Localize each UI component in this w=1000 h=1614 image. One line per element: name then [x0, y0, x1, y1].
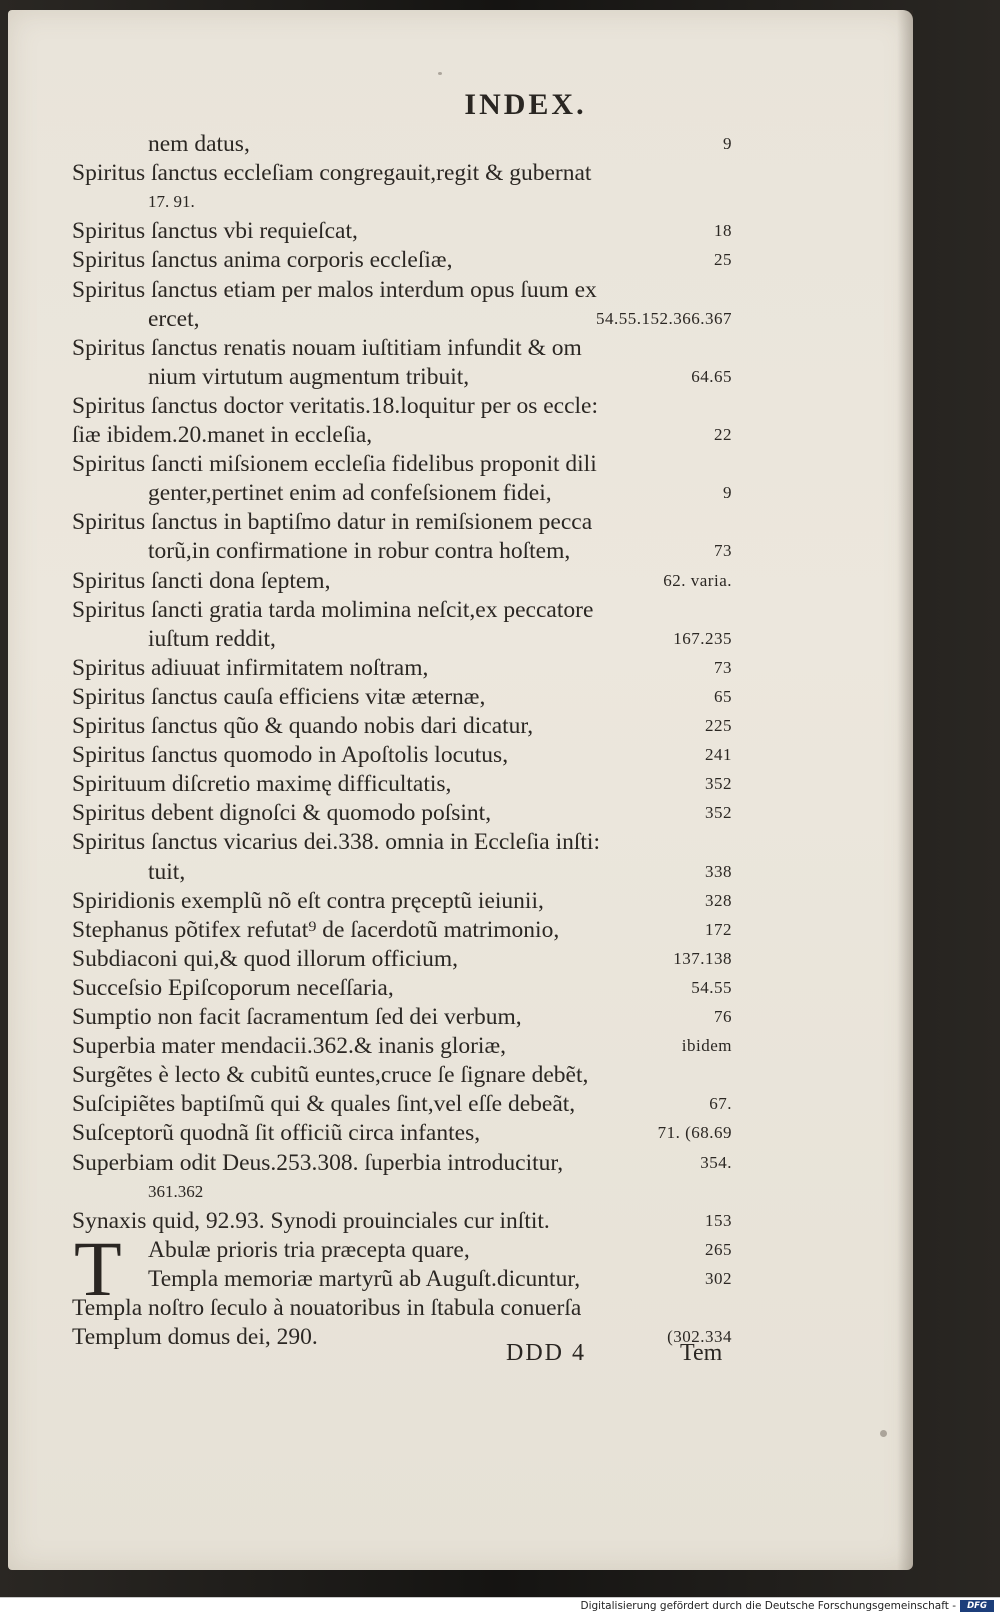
entry-text: 17. 91. [148, 192, 195, 212]
index-entry [72, 886, 732, 916]
entry-text: Spiritus ſanctus vbi requieſcat, [72, 218, 358, 245]
entry-pages: 67. [709, 1094, 732, 1114]
index-entry [72, 915, 732, 945]
index-entry [72, 827, 732, 857]
paper-speck [438, 72, 442, 75]
entry-text: Spiritus ſancti dona ſeptem, [72, 567, 331, 594]
index-entry [148, 1264, 732, 1294]
index-entry [148, 362, 732, 392]
entry-text: Templum domus dei, 290. [72, 1324, 318, 1351]
book-page [8, 10, 913, 1570]
entry-text: Spiritus ſanctus in baptiſmo datur in remiſsionem pecca [72, 509, 593, 536]
entry-text: Spiritus ſancti miſsionem eccleſia fidelibus proponit dili [72, 451, 597, 478]
entry-text: Spiritus ſanctus eccleſiam congregauit,regit & gubernat [72, 160, 592, 187]
entry-text: Spiritus adiuuat infirmitatem noſtram, [72, 654, 429, 681]
entry-text: Spiritus ſanctus vicarius dei.338. omnia in Eccleſia inſti: [72, 829, 600, 856]
index-entry [72, 507, 732, 537]
signature-mark: DDD 4 [506, 1340, 586, 1366]
entry-text: Spiritus ſanctus renatis nouam iuſtitiam infundit & om [72, 334, 582, 361]
entry-text: Templa memoriæ martyrũ ab Auguſt.dicuntur, [148, 1265, 581, 1292]
entry-pages: 9 [723, 134, 732, 153]
entry-text: tuit, [148, 858, 186, 885]
index-entry [148, 624, 732, 654]
entry-pages: 241 [705, 745, 732, 765]
index-entry [72, 1002, 732, 1032]
index-entry [72, 449, 732, 479]
index-entry [72, 944, 732, 974]
entry-pages: 54.55.152.366.367 [596, 308, 732, 328]
entry-text: Spiritus ſanctus quomodo in Apoſtolis locutus, [72, 742, 509, 769]
index-entry [72, 653, 732, 683]
entry-text: genter,pertinet enim ad confeſsionem fidei, [148, 480, 552, 507]
index-entry [148, 1177, 732, 1207]
entry-pages: 137.138 [673, 948, 732, 968]
index-entry [72, 1089, 732, 1119]
entry-text: Spiritus ſanctus cauſa efficiens vitæ æternæ, [72, 683, 486, 710]
entry-pages: 328 [705, 890, 732, 910]
entry-pages: 62. varia. [663, 570, 732, 590]
index-entry [148, 1235, 732, 1265]
index-entry [72, 245, 732, 275]
index-entry [148, 536, 732, 566]
entry-text: ſiæ ibidem.20.manet in eccleſia, [72, 422, 373, 448]
entry-text: Spiritus ſanctus doctor veritatis.18.loquitur per os eccle: [72, 392, 599, 419]
index-entry [72, 711, 732, 741]
entry-text: iuſtum reddit, [148, 625, 276, 652]
drop-capital: T [74, 1225, 122, 1312]
entry-text: ercet, [148, 305, 200, 332]
entry-text: Spiritus ſanctus qũo & quando nobis dari dicatur, [72, 713, 534, 739]
entry-pages: 22 [714, 425, 732, 444]
entry-text: Sumptio non facit ſacramentum ſed dei verbum, [72, 1004, 522, 1030]
entry-pages: 352 [705, 803, 732, 823]
index-entry [72, 798, 732, 828]
entry-text: Stephanus põtifex refutat⁹ de ſacerdotũ matrimonio, [72, 916, 560, 943]
entry-text: Superbia mater mendacii.362.& inanis gloriæ, [72, 1033, 507, 1060]
entry-text: Spiritus ſancti gratia tarda molimina neſcit,ex peccatore [72, 596, 594, 623]
entry-text: Suſceptorũ quodnã ſit officiũ circa infantes, [72, 1120, 481, 1147]
index-entry [72, 158, 732, 188]
index-entry [72, 275, 732, 305]
index-entry [72, 333, 732, 363]
entry-pages: 352 [705, 774, 732, 794]
index-entry [72, 1031, 732, 1061]
index-entry [72, 682, 732, 712]
entry-pages: 172 [705, 919, 732, 939]
entry-text: Succeſsio Epiſcoporum neceſſaria, [72, 974, 394, 1001]
dfg-logo: DFG [960, 1600, 994, 1612]
entry-text: nium virtutum augmentum tribuit, [148, 363, 470, 390]
entry-pages: 265 [705, 1239, 732, 1259]
index-entry [72, 1060, 732, 1090]
entry-text: Spiridionis exemplũ nõ eſt contra pręceptũ ieiunii, [72, 887, 544, 914]
entry-text: Synaxis quid, 92.93. Synodi prouinciales cur inſtit. [72, 1207, 550, 1234]
index-entry [148, 304, 732, 334]
paper-speck [880, 1430, 887, 1437]
entry-text: Subdiaconi qui,& quod illorum officium, [72, 945, 458, 972]
entry-pages: (302.334 [667, 1327, 732, 1347]
entry-pages: 65 [714, 686, 732, 706]
entry-text: Abulæ prioris tria præcepta quare, [148, 1236, 470, 1263]
entry-pages: 73 [714, 541, 732, 561]
index-entry [72, 595, 732, 625]
digitization-credit: Digitalisierung gefördert durch die Deutsche Forschungsgemeinschaft - [580, 1600, 956, 1612]
entry-pages: ibidem [681, 1036, 732, 1056]
index-entry [72, 420, 732, 450]
entry-text: Superbiam odit Deus.253.308. ſuperbia introducitur, [72, 1149, 564, 1176]
index-entry [72, 1293, 732, 1323]
entry-pages: 64.65 [691, 366, 732, 386]
entry-pages: 71. (68.69 [657, 1123, 732, 1143]
index-entry [72, 740, 732, 770]
index-entry [72, 1206, 732, 1236]
credit-bar [0, 1597, 1000, 1614]
index-entry [72, 769, 732, 799]
index-entry [72, 391, 732, 421]
catchword: Tem [680, 1340, 723, 1366]
entry-pages: 76 [714, 1007, 732, 1026]
entry-pages: 167.235 [673, 628, 732, 648]
index-entry [148, 187, 732, 217]
index-entry [148, 857, 732, 887]
index-entry [148, 129, 732, 159]
page-edge-shadow [897, 10, 913, 1570]
entry-pages: 225 [705, 716, 732, 735]
page-title: INDEX. [464, 88, 587, 121]
entry-pages: 73 [714, 657, 732, 677]
index-entry [72, 1148, 732, 1178]
entry-text: Spiritus debent dignoſci & quomodo poſsint, [72, 800, 492, 827]
index-entry [72, 1322, 732, 1352]
entry-pages: 9 [723, 483, 732, 503]
entry-pages: 25 [714, 250, 732, 270]
entry-pages: 153 [705, 1210, 732, 1230]
entry-pages: 338 [705, 861, 732, 881]
entry-text: Templa noſtro ſeculo à nouatoribus in ſtabula conuerſa [72, 1295, 582, 1321]
entry-pages: 18 [714, 221, 732, 241]
entry-text: nem datus, [148, 131, 250, 157]
entry-text: Spiritus ſanctus anima corporis eccleſiæ, [72, 247, 453, 274]
index-entry [148, 478, 732, 508]
index-entry [72, 216, 732, 246]
entry-pages: 354. [700, 1152, 732, 1172]
entry-pages: 54.55 [691, 977, 732, 997]
entry-text: 361.362 [148, 1181, 204, 1201]
index-entry [72, 566, 732, 596]
entry-text: Spirituum diſcretio maximę difficultatis, [72, 771, 452, 798]
entry-pages: 302 [705, 1268, 732, 1288]
index-entry [72, 973, 732, 1003]
entry-text: Spiritus ſanctus etiam per malos interdum opus ſuum ex [72, 276, 597, 303]
entry-text: torũ,in confirmatione in robur contra hoſtem, [148, 538, 571, 565]
entry-text: Surgẽtes è lecto & cubitũ euntes,cruce ſe ſignare debẽt, [72, 1062, 589, 1089]
index-entry [72, 1118, 732, 1148]
entry-text: Suſcipiẽtes baptiſmũ qui & quales ſint,vel eſſe debeãt, [72, 1091, 576, 1118]
